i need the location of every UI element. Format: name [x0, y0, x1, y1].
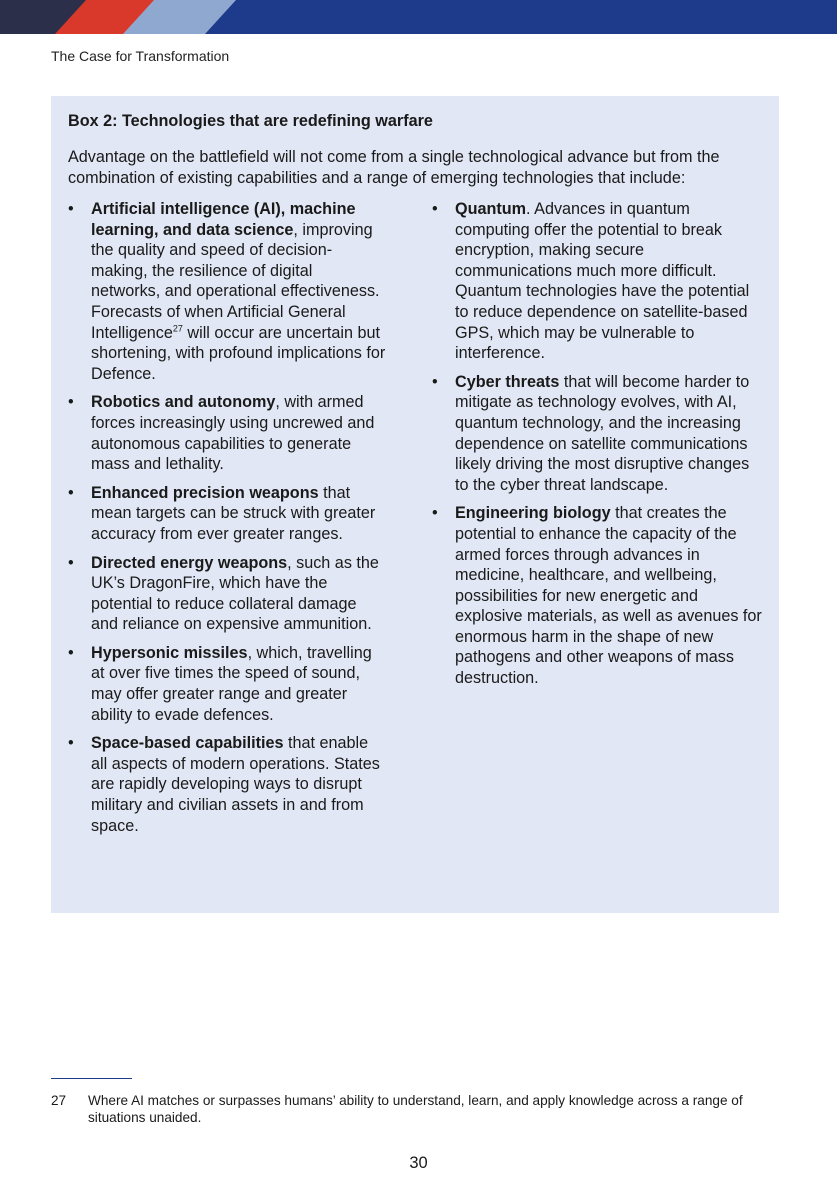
list-item-space	[68, 733, 386, 836]
bullet-icon: •	[68, 734, 74, 753]
box-intro: Advantage on the battlefield will not come from a single technological advance but from the combination of existing capabilities and a range of emerging technologies that include:	[68, 148, 720, 187]
item-text: that creates the potential to enhance the capacity of the armed forces through advances in medicine, healthcare, and wellbeing, possibilities for new energetic and explosive materials, as well as avenues for enormous harm in the shape of new pathogens and other weapons of mass destruction.	[455, 504, 762, 688]
item-heading: Cyber threats	[455, 372, 560, 391]
bullet-icon: •	[68, 393, 74, 412]
item-text: that enable all aspects of modern operations. States are rapidly developing ways to disrupt military and civilian assets in and from space.	[91, 734, 380, 835]
list-item-cyber	[432, 372, 762, 496]
list-item-hypersonic	[68, 643, 386, 725]
item-text-continued: will occur are uncertain but shortening, with profound implications for Defence.	[91, 323, 386, 383]
footnote-text: Where AI matches or surpasses humans’ ability to understand, learn, and apply knowledge across a range of situations unaided.	[88, 1093, 743, 1125]
item-heading: Directed energy weapons	[91, 553, 288, 572]
footnote-divider	[51, 1078, 132, 1079]
running-title: The Case for Transformation	[51, 48, 230, 64]
list-item-directed-energy	[68, 553, 386, 635]
item-text: , improving the quality and speed of decision-making, the resilience of digital networks, and operational effectiveness. Forecasts of when Artificial General Intelligence	[91, 220, 380, 342]
banner-graphic	[0, 0, 837, 34]
item-text: , which, travelling at over five times the speed of sound, may offer greater range and greater ability to evade defences.	[91, 643, 372, 724]
bullet-icon: •	[68, 483, 74, 502]
item-heading: Space-based capabilities	[91, 734, 284, 753]
bullet-icon: •	[68, 553, 74, 572]
item-heading: Quantum	[455, 200, 527, 218]
bullet-icon: •	[432, 372, 438, 391]
bullet-icon: •	[432, 504, 438, 523]
list-item-precision-weapons	[68, 483, 386, 545]
top-banner	[0, 0, 837, 34]
list-item-ai	[68, 199, 386, 384]
item-text: , with armed forces increasingly using uncrewed and autonomous capabilities to generate mass and lethality.	[91, 393, 375, 474]
footnote-number: 27	[51, 1093, 67, 1108]
item-text: that will become harder to mitigate as technology evolves, with AI, quantum technology, and the increasing dependence on satellite communications likely driving the most disruptive changes to the cyber threat landscape.	[455, 372, 750, 494]
item-heading: Hypersonic missiles	[91, 643, 248, 662]
bullet-icon: •	[68, 200, 74, 218]
item-text: . Advances in quantum computing offer the potential to break encryption, making secure communications much more difficult. Quantum technologies have the potential to reduce dependence on satellite-based GPS, which may be vulnerable to interference.	[455, 200, 750, 363]
bullet-icon: •	[68, 643, 74, 662]
item-heading: Enhanced precision weapons	[91, 483, 319, 502]
page-number: 30	[409, 1154, 428, 1172]
list-item-robotics	[68, 392, 386, 474]
item-heading: Engineering biology	[455, 504, 611, 523]
bullet-icon: •	[432, 200, 438, 218]
item-text: , such as the UK’s DragonFire, which have the potential to reduce collateral damage and reliance on expensive ammunition.	[91, 553, 379, 634]
footnote-ref[interactable]: 27	[172, 323, 183, 334]
box-title: Box 2: Technologies that are redefining warfare	[68, 112, 433, 130]
right-bullet-list	[432, 199, 762, 697]
item-text: that mean targets can be struck with greater accuracy from ever greater ranges.	[91, 483, 376, 543]
list-item-quantum	[432, 199, 762, 364]
item-heading: Artificial intelligence (AI), machine learning, and data science	[91, 200, 356, 239]
footnote	[51, 1092, 791, 1126]
list-item-engineering-biology	[432, 503, 762, 688]
technology-box	[51, 96, 779, 913]
item-heading: Robotics and autonomy	[91, 393, 276, 412]
left-bullet-list	[68, 199, 386, 844]
